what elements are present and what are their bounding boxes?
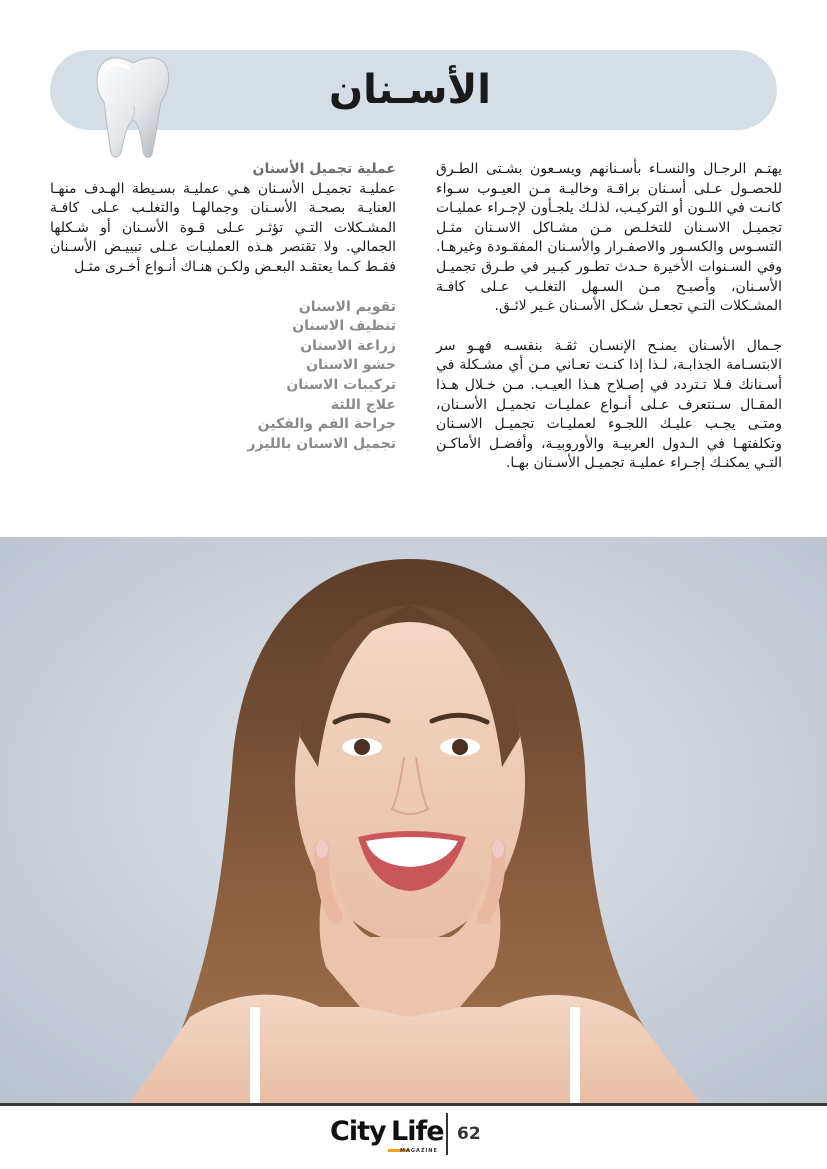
list-item: تقويم الاسنان — [298, 298, 396, 315]
page-title: الأسـنان — [329, 67, 491, 113]
logo-subtitle: MAGAZINE — [400, 1148, 438, 1154]
list-item: زراعة الاسنان — [300, 337, 396, 354]
tooth-icon — [92, 52, 174, 160]
logo-word-city: City — [330, 1116, 386, 1147]
page-number: 62 — [457, 1124, 481, 1144]
intro-paragraph-2: جـمال الأسـنان يمنـح الإنسـان ثقـة بنفسـه فهـو سر الابتسـامة الجذابـة، لـذا إذا كنـت تعـاني مـن أي مشـكلة في أسـنانك فـلا تـتردد في إصـلاح هـذا العيـب. مـن خـلال هـذا المقـال سـنتعرف عـلى أنـواع عمليـات تجميـل الأسـنان، ومتـى يجـب عليـك اللجـوء لعمليـات تجميـل الاسـنان وتكلفتهـا في الـدول العربيـة والأوروبيـة، وأفضـل الأماكـن التـي يمكنـك إجـراء عمليـة تجميـل الأسـنان بهـا. — [436, 337, 782, 472]
list-item: تنظيف الاسنان — [292, 318, 396, 335]
list-item: تركيبات الاسنان — [286, 376, 396, 393]
intro-column — [436, 160, 782, 474]
smiling-woman-photo — [0, 537, 827, 1103]
portrait-illustration — [0, 537, 827, 1103]
list-item: حشو الاسنان — [306, 357, 396, 374]
section-paragraph: عمليـة تجميـل الأسـنان هـي عمليـة بسـيطة الهـدف منهـا العنايـة بصحـة الأسـنان وجمالهـا والتغلـب عـلى كافـة المشـكلات التـي تؤثـر عـلى قـوة الأسـنان أو شـكلها الجمالي. ولا تقتصر هـذه العمليـات عـلى تبييـض الأسـنان فقـط كـما يعتقـد البعـض ولكـن هنـاك أنـواع أخـرى مثـل — [50, 180, 396, 275]
list-item: تجميل الاسنان بالليزر — [247, 435, 396, 452]
footer-divider — [446, 1113, 448, 1155]
procedure-column — [50, 160, 396, 454]
logo-word-life: Life — [391, 1116, 444, 1147]
footer-rule — [0, 1103, 827, 1106]
procedures-list — [50, 298, 396, 455]
citylife-logo — [330, 1112, 444, 1158]
list-item: جراحة الفم والفكين — [257, 416, 396, 433]
list-item: علاج اللثة — [330, 396, 396, 413]
intro-paragraph-1: يهتـم الرجـال والنسـاء بأسـنانهم ويسـعون بشـتى الطـرق للحصـول عـلى أسـنان براقـة وخاليـة مـن العيـوب سـواء كانـت في اللـون أو التركيـب، لذلـك يلجـأون لإجـراء عمليـات تجميـل الاسـنان للتخلـص مـن مشـاكل الاسـنان مثـل التسـوس والكسـور والاصفـرار والأسـنان المفقـودة وغيرهـا. وفي السـنوات الأخيرة حـدث تطـور كبـير في طـرق تجميـل الأسـنان، وأصبـح مـن السـهل التغلـب عـلى كافـة المشـكلات التـي تجعـل شـكل الأسـنان غـير لائـق. — [436, 161, 782, 315]
section-heading: عملية تجميل الأسنان — [252, 161, 396, 177]
